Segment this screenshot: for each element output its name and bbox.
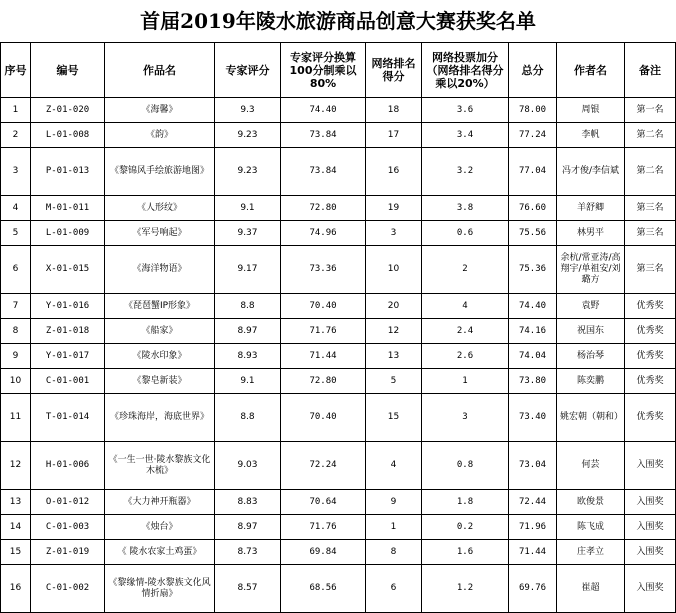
note-cell: 优秀奖 <box>625 319 676 344</box>
converted-score-cell: 71.76 <box>281 515 366 540</box>
table-row <box>1 196 676 221</box>
author-cell: 何芸 <box>557 442 625 490</box>
total-score-cell: 73.04 <box>509 442 557 490</box>
total-score-cell: 74.16 <box>509 319 557 344</box>
col-seq-header: 序号 <box>1 43 31 98</box>
note-cell: 优秀奖 <box>625 394 676 442</box>
total-score-cell: 75.56 <box>509 221 557 246</box>
net-bonus-cell: 2 <box>422 246 509 294</box>
table-row <box>1 98 676 123</box>
table-row <box>1 319 676 344</box>
seq-cell: 15 <box>1 540 31 565</box>
note-cell: 入围奖 <box>625 490 676 515</box>
col-code-header: 编号 <box>31 43 105 98</box>
table-row <box>1 515 676 540</box>
author-cell: 崔超 <box>557 565 625 613</box>
net-bonus-cell: 2.4 <box>422 319 509 344</box>
table-row <box>1 148 676 196</box>
total-score-cell: 75.36 <box>509 246 557 294</box>
expert-score-cell: 8.57 <box>215 565 281 613</box>
work-title-cell: 《大力神开瓶器》 <box>105 490 215 515</box>
converted-score-cell: 71.76 <box>281 319 366 344</box>
seq-cell: 4 <box>1 196 31 221</box>
converted-score-cell: 68.56 <box>281 565 366 613</box>
total-score-cell: 71.96 <box>509 515 557 540</box>
converted-score-cell: 70.40 <box>281 294 366 319</box>
author-cell: 祝国东 <box>557 319 625 344</box>
results-table <box>0 42 676 613</box>
work-title-cell: 《军号响起》 <box>105 221 215 246</box>
converted-score-cell: 73.84 <box>281 148 366 196</box>
note-cell: 第二名 <box>625 123 676 148</box>
net-rank-cell: 18 <box>366 98 422 123</box>
net-rank-cell: 4 <box>366 442 422 490</box>
author-cell: 杨治琴 <box>557 344 625 369</box>
note-cell: 入围奖 <box>625 565 676 613</box>
table-row <box>1 294 676 319</box>
note-cell: 第三名 <box>625 246 676 294</box>
total-score-cell: 73.80 <box>509 369 557 394</box>
net-bonus-cell: 1.8 <box>422 490 509 515</box>
work-title-cell: 《一生一世·陵水黎族文化木梳》 <box>105 442 215 490</box>
expert-score-cell: 9.23 <box>215 148 281 196</box>
work-title-cell: 《黎皂新装》 <box>105 369 215 394</box>
seq-cell: 10 <box>1 369 31 394</box>
code-cell: C-01-001 <box>31 369 105 394</box>
converted-score-cell: 70.64 <box>281 490 366 515</box>
author-cell: 羊舒卿 <box>557 196 625 221</box>
total-score-cell: 71.44 <box>509 540 557 565</box>
col-note-header: 备注 <box>625 43 676 98</box>
sheet-title: 首届2019年陵水旅游商品创意大赛获奖名单 <box>140 9 536 33</box>
table-row <box>1 369 676 394</box>
table-body <box>1 98 676 613</box>
total-score-cell: 73.40 <box>509 394 557 442</box>
total-score-cell: 74.40 <box>509 294 557 319</box>
expert-score-cell: 8.73 <box>215 540 281 565</box>
net-bonus-cell: 3.6 <box>422 98 509 123</box>
expert-score-cell: 9.37 <box>215 221 281 246</box>
work-title-cell: 《黎锦风手绘旅游地图》 <box>105 148 215 196</box>
col-work-header: 作品名 <box>105 43 215 98</box>
net-rank-cell: 8 <box>366 540 422 565</box>
seq-cell: 16 <box>1 565 31 613</box>
converted-score-cell: 72.24 <box>281 442 366 490</box>
code-cell: L-01-008 <box>31 123 105 148</box>
author-cell: 余杭/常亚涛/高翔宇/单祖安/刘璐方 <box>557 246 625 294</box>
net-bonus-cell: 1.6 <box>422 540 509 565</box>
total-score-cell: 76.60 <box>509 196 557 221</box>
note-cell: 入围奖 <box>625 442 676 490</box>
table-row <box>1 221 676 246</box>
col-net-bonus-header: 网络投票加分（网络排名得分乘以20%） <box>422 43 509 98</box>
net-bonus-cell: 3.4 <box>422 123 509 148</box>
net-rank-cell: 17 <box>366 123 422 148</box>
expert-score-cell: 9.03 <box>215 442 281 490</box>
author-cell: 周银 <box>557 98 625 123</box>
net-bonus-cell: 2.6 <box>422 344 509 369</box>
header-row <box>1 43 676 98</box>
code-cell: X-01-015 <box>31 246 105 294</box>
seq-cell: 5 <box>1 221 31 246</box>
net-rank-cell: 16 <box>366 148 422 196</box>
code-cell: M-01-011 <box>31 196 105 221</box>
net-bonus-cell: 0.6 <box>422 221 509 246</box>
work-title-cell: 《烛台》 <box>105 515 215 540</box>
table-row <box>1 490 676 515</box>
converted-score-cell: 73.36 <box>281 246 366 294</box>
work-title-cell: 《海馨》 <box>105 98 215 123</box>
net-bonus-cell: 3.8 <box>422 196 509 221</box>
total-score-cell: 72.44 <box>509 490 557 515</box>
work-title-cell: 《陵水印象》 <box>105 344 215 369</box>
author-cell: 庄孝立 <box>557 540 625 565</box>
seq-cell: 3 <box>1 148 31 196</box>
author-cell: 姚宏朝（朝和） <box>557 394 625 442</box>
net-rank-cell: 6 <box>366 565 422 613</box>
expert-score-cell: 9.23 <box>215 123 281 148</box>
total-score-cell: 74.04 <box>509 344 557 369</box>
code-cell: Y-01-016 <box>31 294 105 319</box>
expert-score-cell: 8.83 <box>215 490 281 515</box>
expert-score-cell: 9.3 <box>215 98 281 123</box>
seq-cell: 1 <box>1 98 31 123</box>
converted-score-cell: 71.44 <box>281 344 366 369</box>
table-row <box>1 394 676 442</box>
code-cell: Z-01-018 <box>31 319 105 344</box>
converted-score-cell: 72.80 <box>281 369 366 394</box>
expert-score-cell: 8.8 <box>215 394 281 442</box>
code-cell: Z-01-020 <box>31 98 105 123</box>
total-score-cell: 77.24 <box>509 123 557 148</box>
table-row <box>1 246 676 294</box>
author-cell: 陈飞成 <box>557 515 625 540</box>
work-title-cell: 《黎缘情-陵水黎族文化风情折扇》 <box>105 565 215 613</box>
seq-cell: 13 <box>1 490 31 515</box>
converted-score-cell: 69.84 <box>281 540 366 565</box>
seq-cell: 9 <box>1 344 31 369</box>
note-cell: 第一名 <box>625 98 676 123</box>
net-rank-cell: 1 <box>366 515 422 540</box>
net-rank-cell: 5 <box>366 369 422 394</box>
net-rank-cell: 10 <box>366 246 422 294</box>
col-total-header: 总分 <box>509 43 557 98</box>
work-title-cell: 《珍珠海岸，海底世界》 <box>105 394 215 442</box>
code-cell: Z-01-019 <box>31 540 105 565</box>
expert-score-cell: 8.93 <box>215 344 281 369</box>
col-author-header: 作者名 <box>557 43 625 98</box>
total-score-cell: 77.04 <box>509 148 557 196</box>
note-cell: 优秀奖 <box>625 294 676 319</box>
net-rank-cell: 15 <box>366 394 422 442</box>
code-cell: C-01-003 <box>31 515 105 540</box>
seq-cell: 6 <box>1 246 31 294</box>
work-title-cell: 《 陵水农家土鸡蛋》 <box>105 540 215 565</box>
net-rank-cell: 3 <box>366 221 422 246</box>
code-cell: H-01-006 <box>31 442 105 490</box>
net-bonus-cell: 1.2 <box>422 565 509 613</box>
note-cell: 入围奖 <box>625 515 676 540</box>
converted-score-cell: 73.84 <box>281 123 366 148</box>
code-cell: Y-01-017 <box>31 344 105 369</box>
table-row <box>1 344 676 369</box>
expert-score-cell: 8.8 <box>215 294 281 319</box>
note-cell: 第二名 <box>625 148 676 196</box>
code-cell: P-01-013 <box>31 148 105 196</box>
converted-score-cell: 70.40 <box>281 394 366 442</box>
seq-cell: 7 <box>1 294 31 319</box>
expert-score-cell: 8.97 <box>215 515 281 540</box>
code-cell: O-01-012 <box>31 490 105 515</box>
expert-score-cell: 9.1 <box>215 369 281 394</box>
work-title-cell: 《船家》 <box>105 319 215 344</box>
expert-score-cell: 9.1 <box>215 196 281 221</box>
net-bonus-cell: 0.2 <box>422 515 509 540</box>
author-cell: 袁野 <box>557 294 625 319</box>
net-bonus-cell: 0.8 <box>422 442 509 490</box>
note-cell: 入围奖 <box>625 540 676 565</box>
net-rank-cell: 19 <box>366 196 422 221</box>
note-cell: 第三名 <box>625 221 676 246</box>
author-cell: 李帆 <box>557 123 625 148</box>
author-cell: 冯才俊/李信斌 <box>557 148 625 196</box>
note-cell: 优秀奖 <box>625 344 676 369</box>
table-row <box>1 442 676 490</box>
code-cell: C-01-002 <box>31 565 105 613</box>
total-score-cell: 69.76 <box>509 565 557 613</box>
seq-cell: 12 <box>1 442 31 490</box>
col-converted-score-header: 专家评分换算100分制乘以80% <box>281 43 366 98</box>
expert-score-cell: 9.17 <box>215 246 281 294</box>
work-title-cell: 《人形纹》 <box>105 196 215 221</box>
net-bonus-cell: 3 <box>422 394 509 442</box>
seq-cell: 2 <box>1 123 31 148</box>
converted-score-cell: 74.96 <box>281 221 366 246</box>
seq-cell: 8 <box>1 319 31 344</box>
work-title-cell: 《海洋物语》 <box>105 246 215 294</box>
col-expert-score-header: 专家评分 <box>215 43 281 98</box>
net-rank-cell: 12 <box>366 319 422 344</box>
total-score-cell: 78.00 <box>509 98 557 123</box>
net-bonus-cell: 1 <box>422 369 509 394</box>
code-cell: L-01-009 <box>31 221 105 246</box>
code-cell: T-01-014 <box>31 394 105 442</box>
seq-cell: 14 <box>1 515 31 540</box>
net-rank-cell: 20 <box>366 294 422 319</box>
net-bonus-cell: 4 <box>422 294 509 319</box>
author-cell: 林男平 <box>557 221 625 246</box>
expert-score-cell: 8.97 <box>215 319 281 344</box>
seq-cell: 11 <box>1 394 31 442</box>
author-cell: 陈奕鹏 <box>557 369 625 394</box>
work-title-cell: 《琵琶蟹IP形象》 <box>105 294 215 319</box>
net-rank-cell: 9 <box>366 490 422 515</box>
note-cell: 优秀奖 <box>625 369 676 394</box>
converted-score-cell: 72.80 <box>281 196 366 221</box>
table-row <box>1 540 676 565</box>
table-row <box>1 565 676 613</box>
work-title-cell: 《韵》 <box>105 123 215 148</box>
author-cell: 欧俊景 <box>557 490 625 515</box>
converted-score-cell: 74.40 <box>281 98 366 123</box>
net-bonus-cell: 3.2 <box>422 148 509 196</box>
table-row <box>1 123 676 148</box>
col-net-rank-header: 网络排名得分 <box>366 43 422 98</box>
net-rank-cell: 13 <box>366 344 422 369</box>
note-cell: 第三名 <box>625 196 676 221</box>
